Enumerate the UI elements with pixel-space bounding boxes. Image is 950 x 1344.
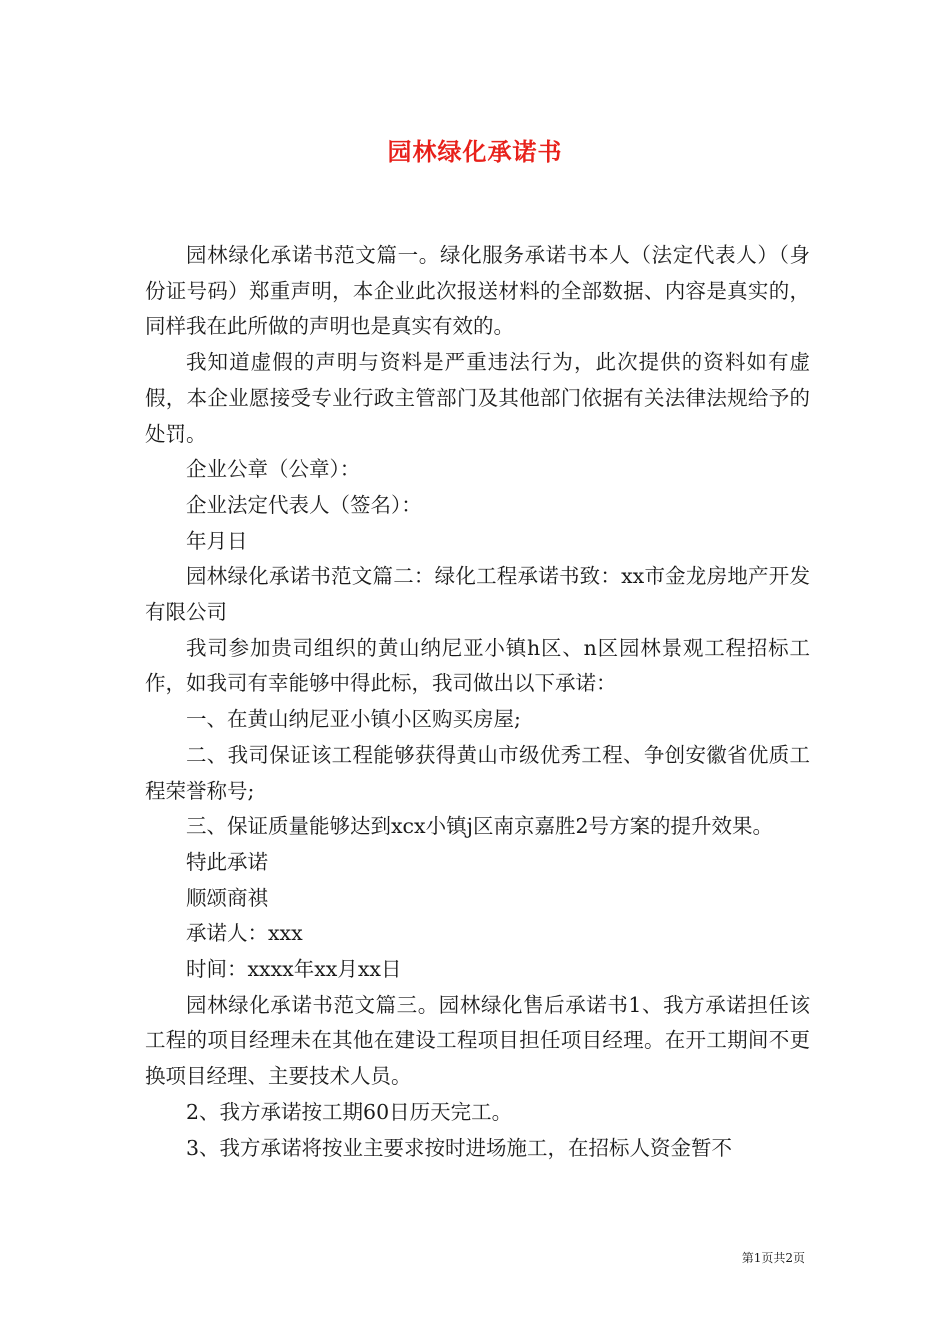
- paragraph: 园林绿化承诺书范文篇三。园林绿化售后承诺书1、我方承诺担任该工程的项目经理未在其他在建设工程项目担任项目经理。在开工期间不更换项目经理、主要技术人员。: [145, 992, 810, 1089]
- paragraph: 二、我司保证该工程能够获得黄山市级优秀工程、争创安徽省优质工程荣誉称号;: [145, 742, 810, 803]
- paragraph: 一、在黄山纳尼亚小镇小区购买房屋;: [186, 707, 521, 732]
- paragraph: 园林绿化承诺书范文篇二：绿化工程承诺书致：xx市金龙房地产开发有限公司: [145, 564, 810, 625]
- paragraph: 顺颂商祺: [186, 885, 268, 910]
- paragraph: 企业公章（公章）：: [186, 457, 361, 482]
- paragraph: 3、我方承诺将按业主要求按时进场施工，在招标人资金暂不: [186, 1135, 733, 1160]
- paragraph: 2、我方承诺按工期60日历天完工。: [186, 1099, 513, 1124]
- paragraph: 年月日: [186, 528, 248, 553]
- paragraph: 企业法定代表人（签名）：: [186, 492, 422, 517]
- paragraph: 我知道虚假的声明与资料是严重违法行为，此次提供的资料如有虚假，本企业愿接受专业行政主管部门及其他部门依据有关法律法规给予的处罚。: [145, 350, 810, 446]
- page-number-footer: 第1页共2页: [741, 1251, 805, 1265]
- document-body: [145, 238, 810, 1166]
- document-title: 园林绿化承诺书: [387, 137, 563, 166]
- paragraph: 三、保证质量能够达到xcx小镇j区南京嘉胜2号方案的提升效果。: [186, 814, 774, 839]
- paragraph: 园林绿化承诺书范文篇一。绿化服务承诺书本人（法定代表人）（身份证号码）郑重声明，本企业此次报送材料的全部数据、内容是真实的，同样我在此所做的声明也是真实有效的。: [145, 243, 810, 339]
- paragraph: 时间：xxxx年xx月xx日: [186, 957, 402, 982]
- paragraph: 特此承诺: [186, 849, 268, 874]
- paragraph: 我司参加贵司组织的黄山纳尼亚小镇h区、n区园林景观工程招标工作，如我司有幸能够中得此标，我司做出以下承诺：: [145, 635, 810, 696]
- paragraph: 承诺人：xxx: [186, 921, 303, 946]
